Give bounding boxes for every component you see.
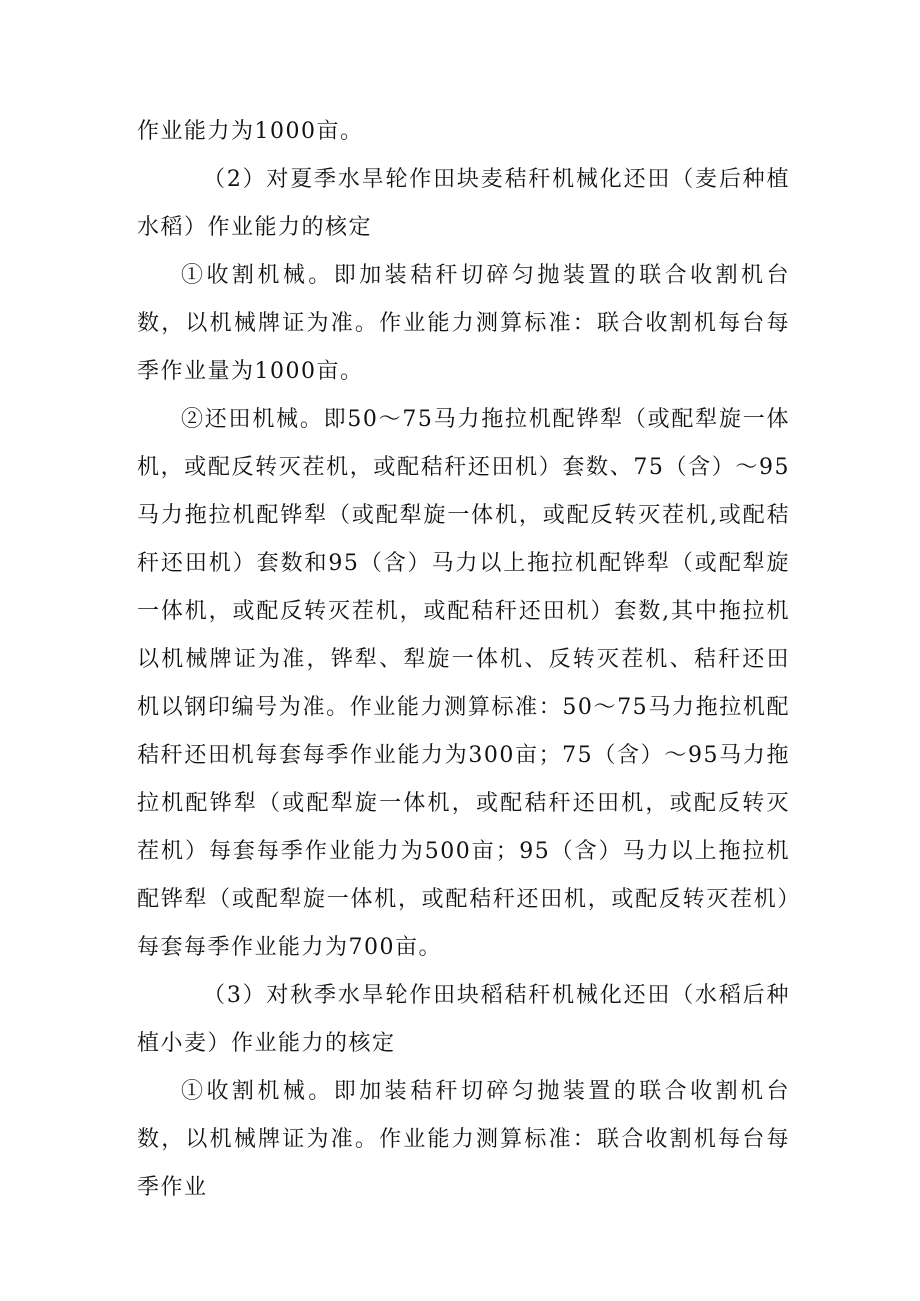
document-body (137, 108, 790, 1212)
paragraph-harvesting-machinery: ①收割机械。即加装秸秆切碎匀抛装置的联合收割机台数，以机械牌证为准。作业能力测算标准：联合收割机每台每季作业量为1000亩。 (137, 263, 790, 384)
paragraph-continuation: 作业能力为1000亩。 (137, 119, 364, 144)
paragraph-returning-machinery: ②还田机械。即50～75马力拖拉机配铧犁（或配犁旋一体机，或配反转灭茬机，或配秸秆还田机）套数、75（含）～95马力拖拉机配铧犁（或配犁旋一体机，或配反转灭茬机,或配秸秆还田机）套数和95（含）马力以上拖拉机配铧犁（或配犁旋一体机，或配反转灭茬机，或配秸秆还田机）套数,其中拖拉机以机械牌证为准，铧犁、犁旋一体机、反转灭茬机、秸秆还田机以钢印编号为准。作业能力测算标准：50～75马力拖拉机配秸秆还田机每套每季作业能力为300亩；75（含）～95马力拖拉机配铧犁（或配犁旋一体机，或配秸秆还田机，或配反转灭茬机）每套每季作业能力为500亩；95（含）马力以上拖拉机配铧犁（或配犁旋一体机，或配秸秆还田机，或配反转灭茬机）每套每季作业能力为700亩。 (137, 407, 790, 960)
paragraph-harvesting-machinery-autumn: ①收割机械。即加装秸秆切碎匀抛装置的联合收割机台数，以机械牌证为准。作业能力测算标准：联合收割机每台每季作业 (137, 1079, 790, 1200)
section-heading-summer: （2）对夏季水旱轮作田块麦秸秆机械化还田（麦后种植水稻）作业能力的核定 (137, 167, 790, 240)
section-heading-autumn: （3）对秋季水旱轮作田块稻秸秆机械化还田（水稻后种植小麦）作业能力的核定 (137, 983, 790, 1056)
